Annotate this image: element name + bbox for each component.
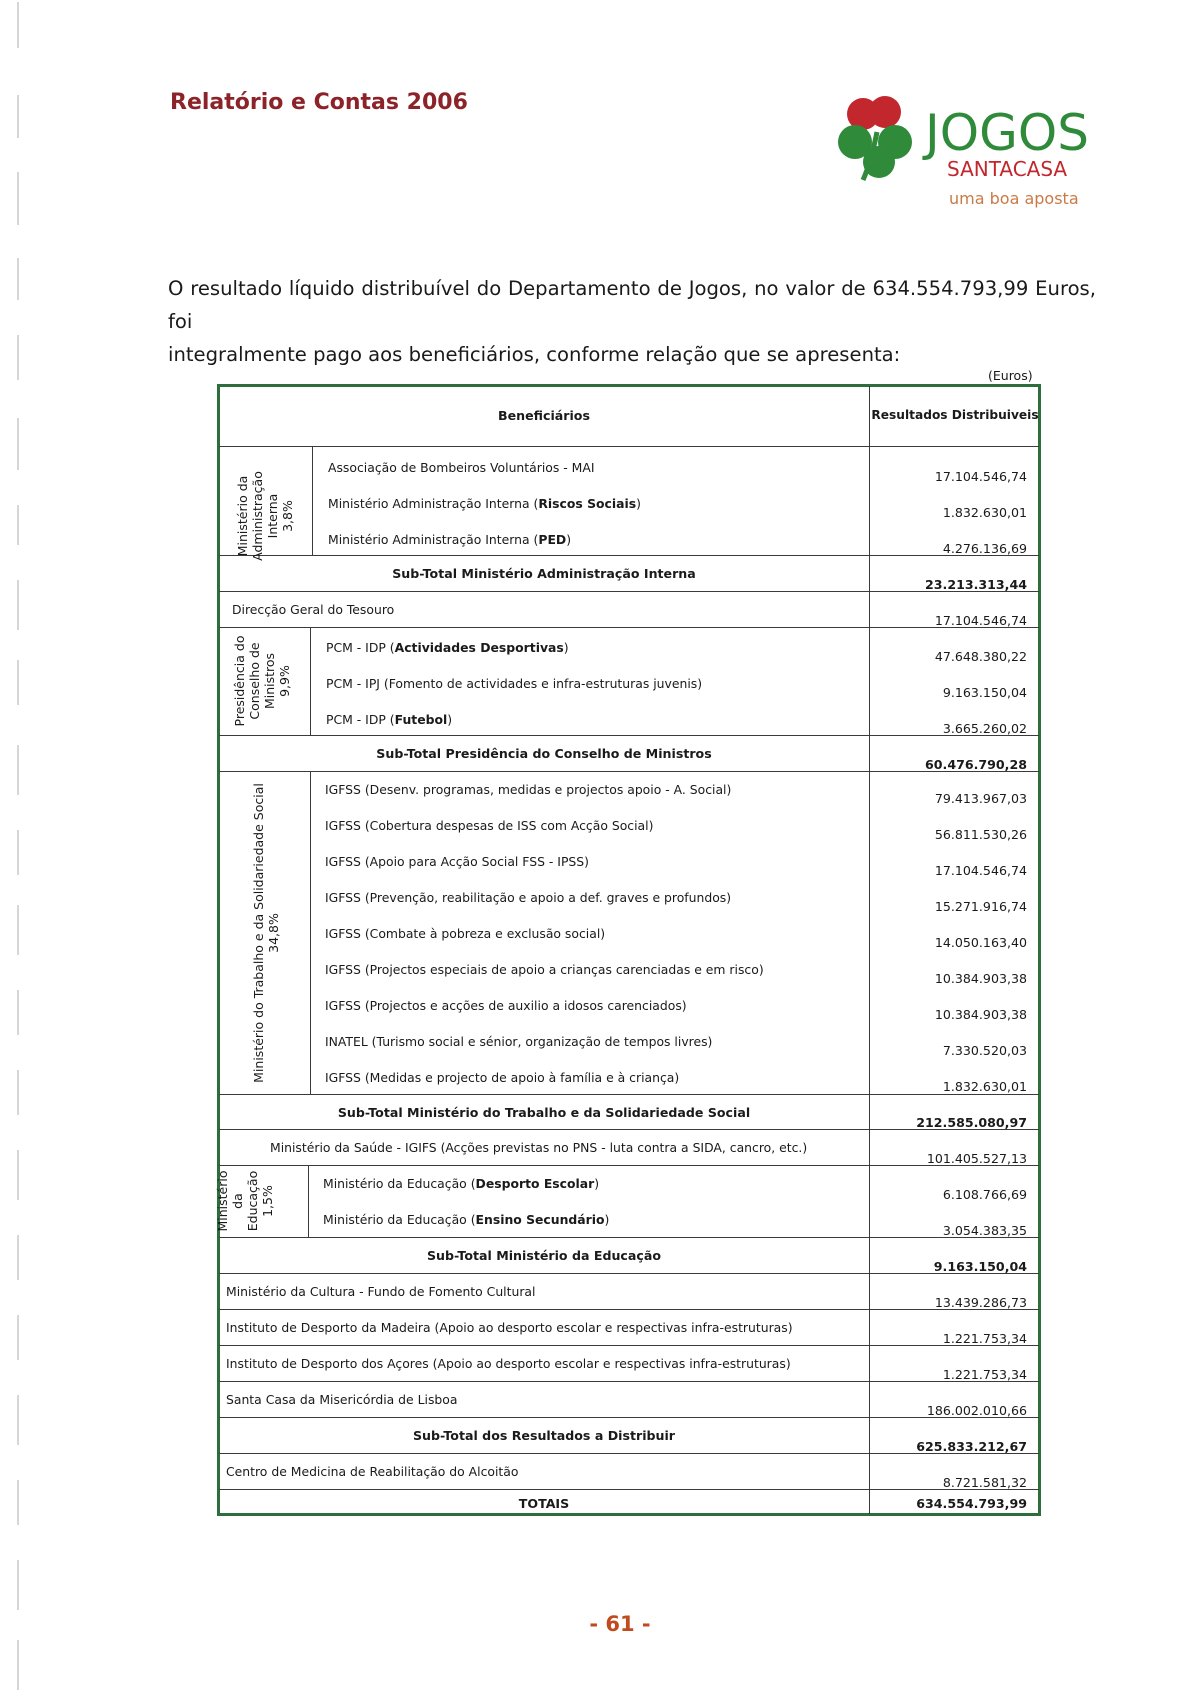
row-value-mai-1: 17.104.546,74 (934, 469, 1027, 484)
row-label-cultura: Ministério da Cultura - Fundo de Fomento Cultural (226, 1284, 536, 1299)
clover-icon (838, 96, 912, 180)
row-value-mtss-3: 17.104.546,74 (934, 863, 1027, 878)
row-value-me-1: 6.108.766,69 (942, 1187, 1027, 1202)
row-label-mtss-6: IGFSS (Projectos especiais de apoio a crianças carenciadas e em risco) (325, 962, 764, 977)
group-label-pcm: Presidência do Conselho de Ministros 9,9% (232, 635, 292, 727)
row-value-pcm-3: 3.665.260,02 (942, 721, 1027, 736)
svg-text:SANTACASA: SANTACASA (947, 157, 1068, 181)
intro-line-2: integralmente pago aos beneficiários, conforme relação que se apresenta: (168, 343, 901, 366)
totals-value: 634.554.793,99 (916, 1496, 1027, 1511)
group-label-me: Ministério da Educação 1,5% (215, 1170, 275, 1232)
subtotal-pcm-value: 60.476.790,28 (925, 757, 1027, 772)
row-value-saude: 101.405.527,13 (926, 1151, 1027, 1166)
row-value-alcoitao: 8.721.581,32 (942, 1475, 1027, 1490)
row-label-pcm-2: PCM - IPJ (Fomento de actividades e infra-estruturas juvenis) (326, 676, 703, 691)
row-label-acores: Instituto de Desporto dos Açores (Apoio ao desporto escolar e respectivas infra-estruturas) (226, 1356, 791, 1371)
subtotal-total-label: Sub-Total dos Resultados a Distribuir (412, 1428, 676, 1443)
subtotal-mtss-label: Sub-Total Ministério do Trabalho e da Solidariedade Social (337, 1105, 751, 1120)
row-label-scml: Santa Casa da Misericórdia de Lisboa (226, 1392, 458, 1407)
svg-text:JOGOS: JOGOS (925, 104, 1089, 162)
row-label-mai-1: Associação de Bombeiros Voluntários - MAI (328, 460, 595, 475)
row-value-mtss-4: 15.271.916,74 (934, 899, 1027, 914)
subtotal-pcm-label: Sub-Total Presidência do Conselho de Ministros (376, 746, 712, 761)
binding-marks (0, 0, 40, 1697)
row-label-me-1: Ministério da Educação (Desporto Escolar) (323, 1176, 600, 1191)
row-value-pcm-2: 9.163.150,04 (942, 685, 1027, 700)
row-value-me-2: 3.054.383,35 (942, 1223, 1027, 1238)
row-value-acores: 1.221.753,34 (942, 1367, 1027, 1382)
subtotal-me-label: Sub-Total Ministério da Educação (426, 1248, 662, 1263)
row-label-saude: Ministério da Saúde - IGIFS (Acções previstas no PNS - luta contra a SIDA, cancro, etc.) (270, 1140, 808, 1155)
group-label-mtss: Ministério do Trabalho e da Solidariedade Social 34,8% (251, 783, 281, 1083)
row-value-cultura: 13.439.286,73 (934, 1295, 1027, 1310)
row-value-mtss-1: 79.413.967,03 (934, 791, 1027, 806)
row-value-mtss-2: 56.811.530,26 (934, 827, 1027, 842)
row-label-dgt: Direcção Geral do Tesouro (232, 602, 395, 617)
subtotal-mai-value: 23.213.313,44 (925, 577, 1027, 592)
row-value-mtss-5: 14.050.163,40 (934, 935, 1027, 950)
row-value-madeira: 1.221.753,34 (942, 1331, 1027, 1346)
units-label: (Euros) (988, 368, 1033, 383)
row-label-mai-3: Ministério Administração Interna (PED) (328, 532, 572, 547)
row-value-mai-2: 1.832.630,01 (942, 505, 1027, 520)
svg-text:uma boa aposta: uma boa aposta (949, 189, 1079, 208)
row-label-me-2: Ministério da Educação (Ensino Secundário) (323, 1212, 610, 1227)
row-value-pcm-1: 47.648.380,22 (934, 649, 1027, 664)
row-label-mtss-8: INATEL (Turismo social e sénior, organização de tempos livres) (325, 1034, 713, 1049)
row-label-mtss-1: IGFSS (Desenv. programas, medidas e projectos apoio - A. Social) (325, 782, 732, 797)
group-label-mai: Ministério da Administração Interna 3,8% (235, 471, 295, 561)
totals-label: TOTAIS (518, 1496, 570, 1511)
row-label-pcm-3: PCM - IDP (Futebol) (326, 712, 453, 727)
row-label-mtss-4: IGFSS (Prevenção, reabilitação e apoio a def. graves e profundos) (325, 890, 732, 905)
row-value-scml: 186.002.010,66 (926, 1403, 1027, 1418)
subtotal-me-value: 9.163.150,04 (933, 1259, 1027, 1274)
row-label-mai-2: Ministério Administração Interna (Riscos Sociais) (328, 496, 641, 511)
row-value-mtss-7: 10.384.903,38 (934, 1007, 1027, 1022)
row-value-dgt: 17.104.546,74 (934, 613, 1027, 628)
row-value-mai-3: 4.276.136,69 (942, 541, 1027, 556)
report-title: Relatório e Contas 2006 (170, 90, 468, 115)
header-resultados: Resultados Distribuiveis (871, 408, 1039, 422)
intro-paragraph (168, 272, 1096, 371)
row-value-mtss-8: 7.330.520,03 (942, 1043, 1027, 1058)
row-label-mtss-2: IGFSS (Cobertura despesas de ISS com Acção Social) (325, 818, 654, 833)
row-label-mtss-9: IGFSS (Medidas e projecto de apoio à família e à criança) (325, 1070, 680, 1085)
row-value-mtss-6: 10.384.903,38 (934, 971, 1027, 986)
row-label-madeira: Instituto de Desporto da Madeira (Apoio ao desporto escolar e respectivas infra-estruturas) (226, 1320, 793, 1335)
row-value-mtss-9: 1.832.630,01 (942, 1079, 1027, 1094)
subtotal-mai-label: Sub-Total Ministério Administração Interna (392, 566, 696, 581)
subtotal-total-value: 625.833.212,67 (916, 1439, 1027, 1454)
page-number: - 61 - (589, 1612, 651, 1636)
row-label-alcoitao: Centro de Medicina de Reabilitação do Alcoitão (226, 1464, 519, 1479)
jogos-santacasa-logo (825, 92, 1095, 222)
row-label-mtss-7: IGFSS (Projectos e acções de auxilio a idosos carenciados) (325, 998, 687, 1013)
intro-line-1: O resultado líquido distribuível do Departamento de Jogos, no valor de 634.554.793,99 Euros, foi (168, 277, 1096, 333)
subtotal-mtss-value: 212.585.080,97 (916, 1115, 1027, 1130)
row-label-mtss-3: IGFSS (Apoio para Acção Social FSS - IPSS) (325, 854, 589, 869)
row-label-pcm-1: PCM - IDP (Actividades Desportivas) (326, 640, 569, 655)
header-beneficiarios: Beneficiários (498, 408, 590, 423)
row-label-mtss-5: IGFSS (Combate à pobreza e exclusão social) (325, 926, 606, 941)
